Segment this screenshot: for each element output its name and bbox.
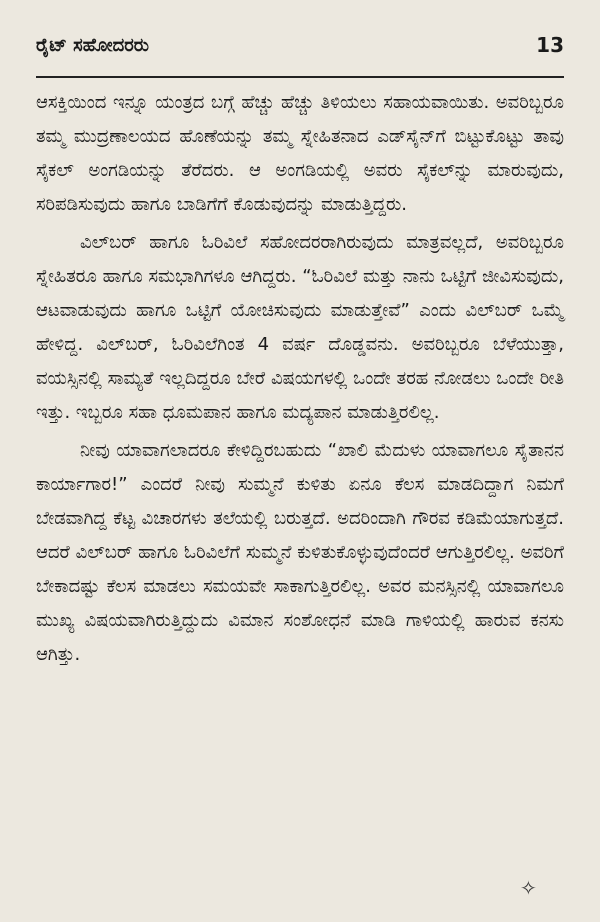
diamond-star-icon: ✧ <box>520 876 537 900</box>
page-header <box>36 28 564 62</box>
page-number: 13 <box>536 33 564 57</box>
paragraph-2: ವಿಲ್‌ಬರ್ ಹಾಗೂ ಓರಿವಿಲೆ ಸಹೋದರರಾಗಿರುವುದು ಮಾತ್ರವಲ್ಲದೆ, ಅವರಿಬ್ಬರೂ ಸ್ನೇಹಿತರೂ ಹಾಗೂ ಸಮಭಾಗಿಗಳೂ ಆಗಿದ್ದರು. “ಓರಿವಿಲೆ ಮತ್ತು ನಾನು ಒಟ್ಟಿಗೆ ಜೀವಿಸುವುದು, ಆಟವಾಡುವುದು ಹಾಗೂ ಒಟ್ಟಿಗೆ ಯೋಚಿಸುವುದು ಮಾಡುತ್ತೇವೆ” ಎಂದು ವಿಲ್‌ಬರ್ ಒಮ್ಮೆ ಹೇಳಿದ್ದ. ವಿಲ್‌ಬರ್, ಓರಿವಿಲೆಗಿಂತ 4 ವರ್ಷ ದೊಡ್ಡವನು. ಅವರಿಬ್ಬರೂ ಬೆಳೆಯುತ್ತಾ, ವಯಸ್ಸಿನಲ್ಲಿ ಸಾಮ್ಯತೆ ಇಲ್ಲದಿದ್ದರೂ ಬೇರೆ ವಿಷಯಗಳಲ್ಲಿ ಒಂದೇ ತರಹ ನೋಡಲು ಒಂದೇ ರೀತಿ ಇತ್ತು. ಇಬ್ಬರೂ ಸಹಾ ಧೂಮಪಾನ ಹಾಗೂ ಮದ್ಯಪಾನ ಮಾಡುತ್ತಿರಲಿಲ್ಲ. <box>36 232 564 423</box>
paragraph-3: ನೀವು ಯಾವಾಗಲಾದರೂ ಕೇಳಿದ್ದಿರಬಹುದು “ಖಾಲಿ ಮೆದುಳು ಯಾವಾಗಲೂ ಸೈತಾನನ ಕಾರ್ಯಾಗಾರ!” ಎಂದರೆ ನೀವು ಸುಮ್ಮನೆ ಕುಳಿತು ಏನೂ ಕೆಲಸ ಮಾಡದಿದ್ದಾಗ ನಿಮಗೆ ಬೇಡವಾಗಿದ್ದ ಕೆಟ್ಟ ವಿಚಾರಗಳು ತಲೆಯಲ್ಲಿ ಬರುತ್ತದೆ. ಅದರಿಂದಾಗಿ ಗೌರವ ಕಡಿಮೆಯಾಗುತ್ತದೆ. ಆದರೆ ವಿಲ್‌ಬರ್ ಹಾಗೂ ಓರಿವಿಲೆಗೆ ಸುಮ್ಮನೆ ಕುಳಿತುಕೊಳ್ಳುವುದೆಂದರೆ ಆಗುತ್ತಿರಲಿಲ್ಲ. ಅವರಿಗೆ ಬೇಕಾದಷ್ಟು ಕೆಲಸ ಮಾಡಲು ಸಮಯವೇ ಸಾಕಾಗುತ್ತಿರಲಿಲ್ಲ. ಅವರ ಮನಸ್ಸಿನಲ್ಲಿ ಯಾವಾಗಲೂ ಮುಖ್ಯ ವಿಷಯವಾಗಿರುತ್ತಿದ್ದುದು ವಿಮಾನ ಸಂಶೋಧನೆ ಮಾಡಿ ಗಾಳಿಯಲ್ಲಿ ಹಾರುವ ಕನಸು ಆಗಿತ್ತು. <box>36 440 564 665</box>
body-text <box>36 86 564 672</box>
paragraph-1: ಆಸಕ್ತಿಯಿಂದ ಇನ್ನೂ ಯಂತ್ರದ ಬಗ್ಗೆ ಹೆಚ್ಚು ಹೆಚ್ಚು ತಿಳಿಯಲು ಸಹಾಯವಾಯಿತು. ಅವರಿಬ್ಬರೂ ತಮ್ಮ ಮುದ್ರಣಾಲಯದ ಹೊಣೆಯನ್ನು ತಮ್ಮ ಸ್ನೇಹಿತನಾದ ಎಡ್‌ಸೈನ್‌ಗೆ ಬಿಟ್ಟುಕೊಟ್ಟು ತಾವು ಸೈಕಲ್ ಅಂಗಡಿಯನ್ನು ತೆರೆದರು. ಆ ಅಂಗಡಿಯಲ್ಲಿ ಅವರು ಸೈಕಲ್‌ನ್ನು ಮಾರುವುದು, ಸರಿಪಡಿಸುವುದು ಹಾಗೂ ಬಾಡಿಗೆಗೆ ಕೊಡುವುದನ್ನು ಮಾಡುತ್ತಿದ್ದರು. <box>36 92 564 215</box>
running-head: ರೈಟ್ ಸಹೋದರರು <box>36 34 149 56</box>
header-rule <box>36 76 564 78</box>
